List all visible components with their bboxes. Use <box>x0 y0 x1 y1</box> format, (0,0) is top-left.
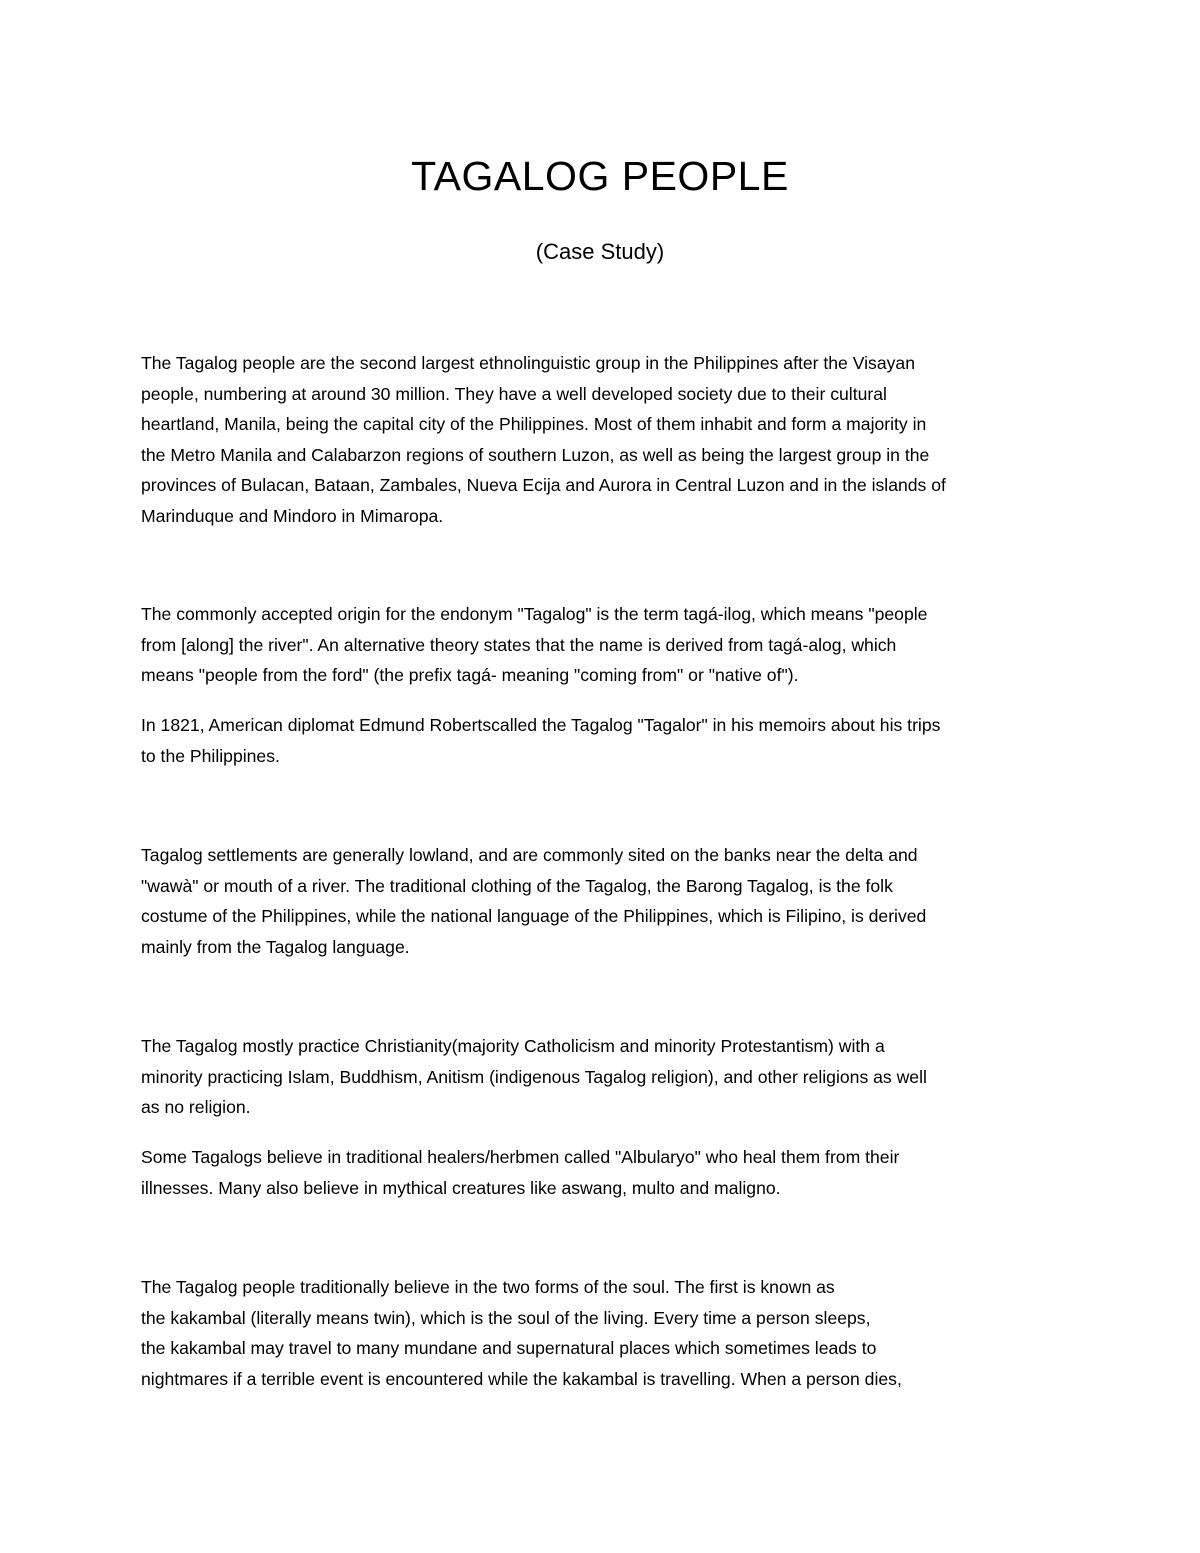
text-line: the kakambal may travel to many mundane and supernatural places which sometimes leads to <box>141 1338 877 1359</box>
text-line: Tagalog settlements are generally lowland, and are commonly sited on the banks near the delta and <box>141 845 918 865</box>
page-title: TAGALOG PEOPLE <box>411 153 789 199</box>
text-line: The Tagalog people are the second largest ethnolinguistic group in the Philippines after the Visayan <box>141 353 915 373</box>
text-line: nightmares if a terrible event is encountered while the kakambal is travelling. When a person dies, <box>141 1368 902 1389</box>
paragraph-settlements <box>141 840 1061 962</box>
text-line: as no religion. <box>141 1097 251 1118</box>
text-line: means "people from the ford" (the prefix tagá- meaning "coming from" or "native of"). <box>141 665 799 686</box>
text-line: In 1821, American diplomat Edmund Robertscalled the Tagalog "Tagalor" in his memoirs about his trips <box>141 715 941 735</box>
text-line: from [along] the river". An alternative theory states that the name is derived from tagá-alog, which <box>141 634 897 655</box>
page-subtitle: (Case Study) <box>535 239 665 264</box>
text-line: The Tagalog mostly practice Christianity(majority Catholicism and minority Protestantism) with a <box>141 1036 885 1056</box>
text-line: people, numbering at around 30 million. They have a well developed society due to their cultural <box>141 383 887 404</box>
text-line: The Tagalog people traditionally believe in the two forms of the soul. The first is known as <box>141 1277 835 1297</box>
text-line: Marinduque and Mindoro in Mimaropa. <box>141 505 444 526</box>
paragraph-soul <box>141 1272 1061 1394</box>
text-line: the Metro Manila and Calabarzon regions of southern Luzon, as well as being the largest group in the <box>141 444 930 465</box>
text-line: minority practicing Islam, Buddhism, Anitism (indigenous Tagalog religion), and other religions as well <box>141 1066 927 1087</box>
text-line: heartland, Manila, being the capital city of the Philippines. Most of them inhabit and form a majority in <box>141 414 927 435</box>
text-line: illnesses. Many also believe in mythical creatures like aswang, multo and maligno. <box>141 1177 781 1198</box>
text-line: costume of the Philippines, while the national language of the Philippines, which is Filipino, is derived <box>141 906 927 927</box>
text-line: The commonly accepted origin for the endonym "Tagalog" is the term tagá-ilog, which means "people <box>141 604 928 624</box>
paragraph-healers <box>141 1142 1061 1203</box>
paragraph-religion <box>141 1031 1061 1123</box>
paragraph-roberts <box>141 710 1061 771</box>
paragraph-intro <box>141 348 1061 532</box>
text-line: provinces of Bulacan, Bataan, Zambales, Nueva Ecija and Aurora in Central Luzon and in the islands of <box>141 475 946 496</box>
text-line: to the Philippines. <box>141 745 280 766</box>
text-line: "wawà" or mouth of a river. The traditional clothing of the Tagalog, the Barong Tagalog, is the folk <box>141 875 893 896</box>
paragraph-origin <box>141 599 1061 691</box>
text-line: the kakambal (literally means twin), which is the soul of the living. Every time a person sleeps, <box>141 1307 871 1328</box>
text-line: mainly from the Tagalog language. <box>141 936 410 957</box>
text-line: Some Tagalogs believe in traditional healers/herbmen called "Albularyo" who heal them from their <box>141 1147 900 1167</box>
